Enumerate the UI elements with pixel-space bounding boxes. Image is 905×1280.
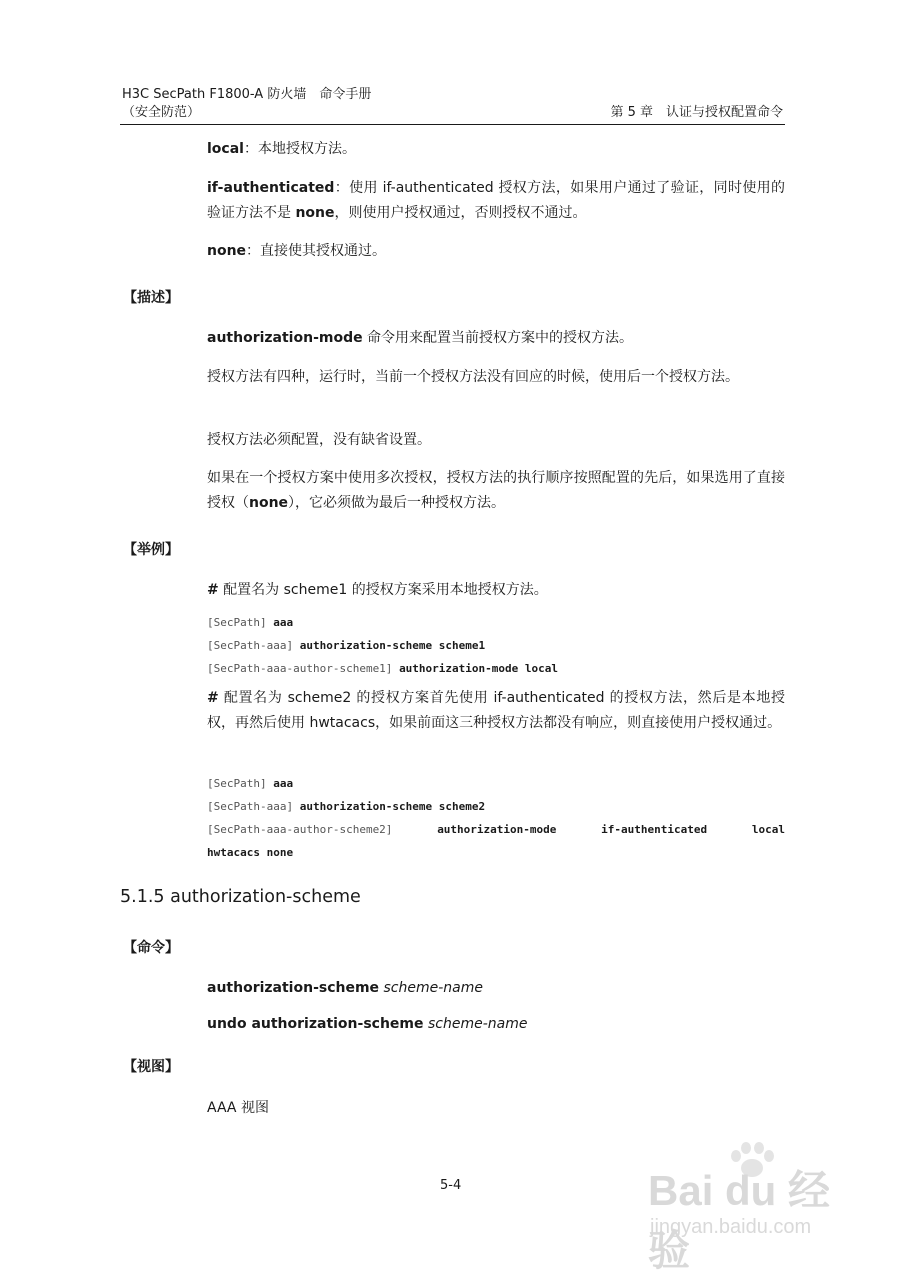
- code-block: [207, 775, 785, 862]
- code-line: [SecPath] aaa: [207, 777, 294, 790]
- param-desc: 直接使其授权通过。: [260, 243, 387, 259]
- code-line: hwtacacs none: [207, 846, 294, 859]
- code-line: [SecPath-aaa-author-scheme1] authorization-mode local: [207, 662, 559, 675]
- manual-title: H3C SecPath F1800-A 防火墙 命令手册: [122, 87, 372, 102]
- section-command-heading: 【命令】: [123, 940, 179, 956]
- example-note: # 配置名为 scheme2 的授权方案首先使用 if-authenticated 的授权方法，然后是本地授权，再然后使用 hwtacacs，如果前面这三种授权方法都没有响应，则直接使用户授权通过。: [207, 690, 785, 731]
- code-line: [SecPath-aaa] authorization-scheme scheme1: [207, 639, 486, 652]
- description-paragraph: authorization-mode 命令用来配置当前授权方案中的授权方法。: [207, 330, 634, 346]
- param-term: none: [207, 243, 247, 259]
- watermark-logo: Bai du 经验: [648, 1167, 831, 1274]
- param-local: local：本地授权方法。: [207, 141, 356, 157]
- description-paragraph: 如果在一个授权方案中使用多次授权，授权方法的执行顺序按照配置的先后，如果选用了直接授权（none），它必须做为最后一种授权方法。: [207, 470, 785, 511]
- param-none: none：直接使其授权通过。: [207, 243, 387, 259]
- code-line: [SecPath-aaa] authorization-scheme scheme2: [207, 800, 486, 813]
- param-term: local: [207, 141, 244, 157]
- page-header-left: [122, 86, 371, 122]
- param-if-authenticated: if-authenticated：使用 if-authenticated 授权方法，如果用户通过了验证，同时使用的验证方法不是 none，则使用户授权通过，否则授权不通过。: [207, 180, 786, 221]
- code-line: [SecPath] aaa: [207, 616, 294, 629]
- example-note: # 配置名为 scheme1 的授权方案采用本地授权方法。: [207, 582, 548, 598]
- watermark-url: jingyan.baidu.com: [650, 1216, 812, 1238]
- subsection-title: 5.1.5 authorization-scheme: [120, 887, 361, 907]
- baidu-watermark: [640, 1140, 870, 1274]
- page-number: 5-4: [440, 1178, 462, 1193]
- command-syntax: undo authorization-scheme scheme-name: [207, 1016, 528, 1032]
- view-text: AAA 视图: [207, 1100, 269, 1116]
- section-view-heading: 【视图】: [123, 1059, 179, 1075]
- section-description-heading: 【描述】: [123, 290, 179, 306]
- chapter-title: 第 5 章 认证与授权配置命令: [610, 105, 783, 120]
- param-term: if-authenticated: [207, 180, 335, 196]
- description-paragraph: 授权方法必须配置，没有缺省设置。: [207, 432, 431, 448]
- manual-subtitle: （安全防范）: [122, 105, 201, 120]
- code-line: [SecPath-aaa-author-scheme2] authorization-mode if-authenticated local: [207, 823, 785, 836]
- section-example-heading: 【举例】: [123, 542, 179, 558]
- command-syntax: authorization-scheme scheme-name: [207, 980, 483, 996]
- code-block: [207, 614, 785, 678]
- param-desc: 本地授权方法。: [257, 141, 356, 157]
- header-divider: [120, 124, 785, 125]
- description-paragraph: 授权方法有四种，运行时，当前一个授权方法没有回应的时候，使用后一个授权方法。: [207, 369, 739, 385]
